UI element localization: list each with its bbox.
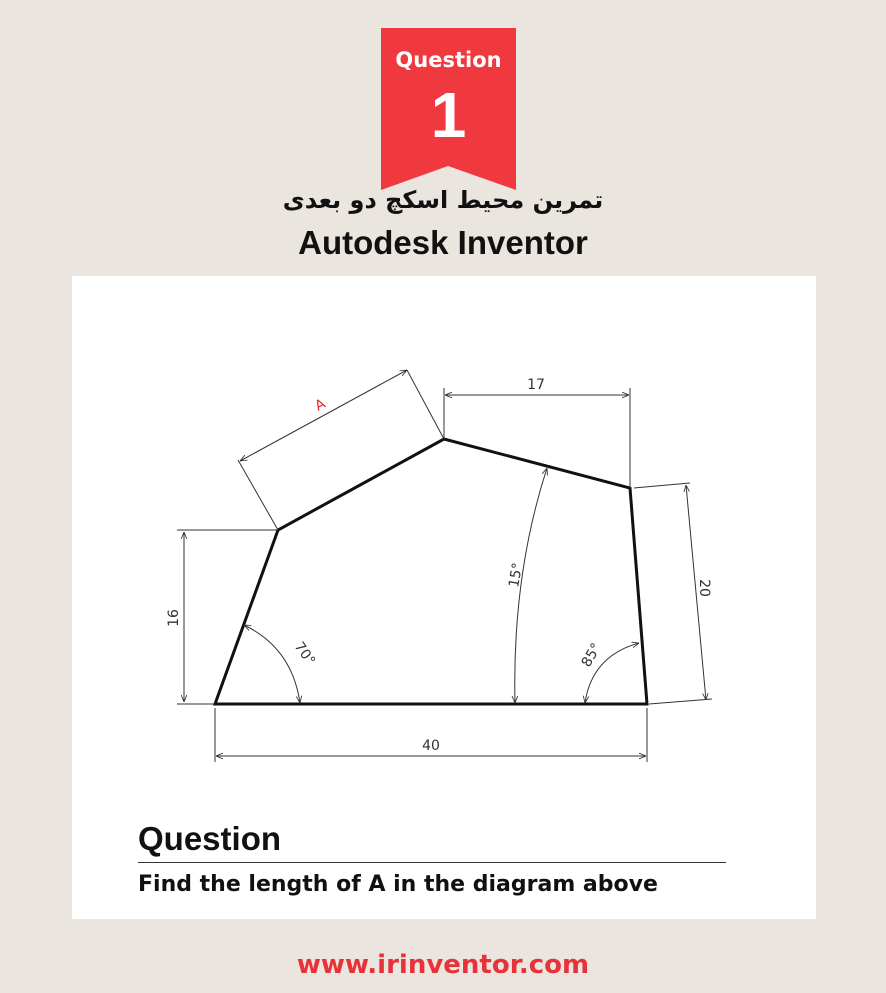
badge-number: 1 xyxy=(430,79,467,151)
angle-arc-left xyxy=(244,625,300,703)
dim-line-a xyxy=(240,370,407,461)
angle-label-right: 85° xyxy=(578,640,605,670)
dim-label-left: 16 xyxy=(166,609,182,627)
dim-label-bottom: 40 xyxy=(422,738,440,754)
dim-label-top: 17 xyxy=(527,377,545,393)
title-persian: تمرین محیط اسکچ دو بعدی xyxy=(282,186,604,214)
question-text: Find the length of A in the diagram above xyxy=(138,872,658,897)
badge-word: Question xyxy=(395,48,502,72)
question-badge xyxy=(381,28,516,190)
question-heading: Question xyxy=(138,820,282,857)
dim-label-a: A xyxy=(312,395,329,415)
footer-url[interactable]: www.irinventor.com xyxy=(296,950,590,980)
title-english: Autodesk Inventor xyxy=(298,224,588,261)
dim-label-right: 20 xyxy=(696,579,712,597)
angle-label-left: 70° xyxy=(290,639,319,669)
angle-label-mid: 15° xyxy=(506,561,527,589)
question-divider xyxy=(138,862,726,863)
